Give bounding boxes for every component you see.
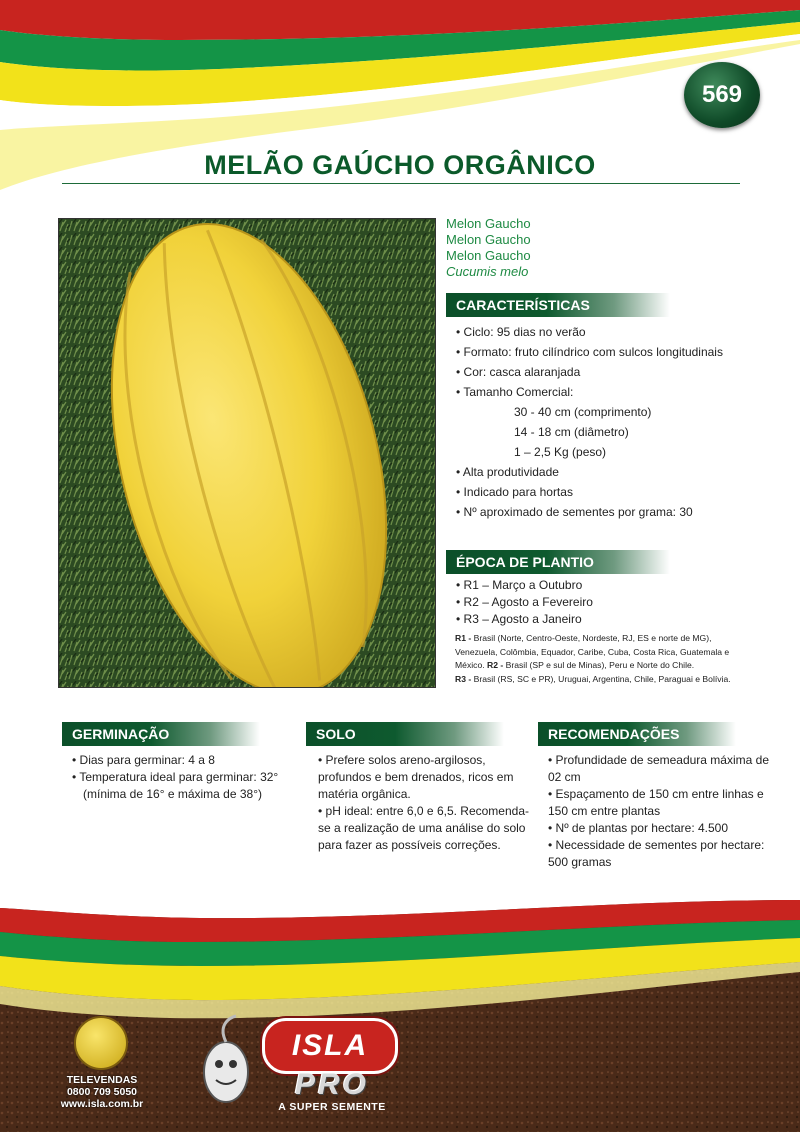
planting-season-list [456,577,776,628]
list-item: • Ciclo: 95 dias no verão [456,325,586,339]
scientific-name: Cucumis melo [446,264,529,279]
region-r3-text: Brasil (RS, SC e PR), Uruguai, Argentina, Chile, Paraguai e Bolívia. [471,673,731,684]
region-r2-label: R2 - [487,660,504,671]
televendas-label: TELEVENDAS [66,1074,138,1086]
list-item: • Nº aproximado de sementes por grama: 30 [456,505,693,519]
melon-illustration [59,219,435,687]
list-item: (mínima de 16° e máxima de 38°) [83,787,263,801]
region-r1-text: Brasil (Norte, Centro-Oeste, Nordeste, RJ, ES e norte de MG), Venezuela, Colômbia, Equador, Caribe, Cuba, Costa Rica, Guatemala e México. [455,633,730,671]
catalog-number-badge [684,62,760,128]
list-item: • Cor: casca alaranjada [456,365,581,379]
soil-paragraph-1: • Prefere solos areno-argilosos, profundos e bem drenados, ricos em matéria orgânica. [318,753,514,801]
website: www.isla.com.br [60,1098,144,1110]
slogan: A SUPER SEMENTE [278,1101,386,1113]
isla-logo-text: ISLA [291,1029,369,1062]
list-item: • Espaçamento de 150 cm entre linhas e 150 cm entre plantas [548,787,764,818]
list-item: 30 - 40 cm (comprimento) [514,405,652,419]
list-item: • Indicado para hortas [456,485,573,499]
soil-paragraph-2: • pH ideal: entre 6,0 e 6,5. Recomenda-se a realização de uma análise do solo para fazer as possíveis correções. [318,804,529,852]
page-title: MELÃO GAÚCHO ORGÂNICO [204,150,596,180]
list-item: • R2 – Agosto a Fevereiro [456,595,593,609]
name-line-2: Melon Gaucho [446,232,531,247]
list-item: • R3 – Agosto a Janeiro [456,612,582,626]
list-item: • Dias para germinar: 4 a 8 [72,753,215,767]
phone-number: 0800 709 5050 [66,1086,138,1098]
region-r3-label: R3 - [455,673,472,684]
list-item: • R1 – Março a Outubro [456,578,583,592]
product-photo [58,218,436,688]
regions-note [455,632,755,686]
region-r2-text: Brasil (SP e sul de Minas), Peru e Norte do Chile. [503,660,695,671]
soil-text [318,752,534,854]
planting-season-header: ÉPOCA DE PLANTIO [446,550,670,574]
list-item: 1 – 2,5 Kg (peso) [514,445,607,459]
mascot-logo-icon [74,1016,128,1070]
catalog-number: 569 [701,81,743,108]
common-names [446,216,531,280]
pro-logo-text: PRO [294,1068,369,1101]
characteristics-header: CARACTERÍSTICAS [446,293,670,317]
list-item: • Temperatura ideal para germinar: 32° [72,770,279,784]
recommendations-header: RECOMENDAÇÕES [538,722,736,746]
soil-header: SOLO [306,722,504,746]
list-item: • Formato: fruto cilíndrico com sulcos longitudinais [456,345,723,359]
list-item: • Necessidade de sementes por hectare: 500 gramas [548,838,765,869]
germination-header: GERMINAÇÃO [62,722,260,746]
isla-logo [262,1018,398,1074]
seed-mascot-icon [198,1012,254,1112]
recommendations-list [548,752,784,871]
contact-info [54,1074,150,1110]
list-item: • Nº de plantas por hectare: 4.500 [548,821,729,835]
germination-list [72,752,292,803]
list-item: • Profundidade de semeadura máxima de 02 cm [548,753,769,784]
region-r1-label: R1 - [455,633,472,643]
name-line-1: Melon Gaucho [446,216,531,231]
list-item: • Tamanho Comercial: [456,385,574,399]
name-line-3: Melon Gaucho [446,248,531,263]
title-divider [62,183,740,184]
list-item: 14 - 18 cm (diâmetro) [514,425,629,439]
list-item: • Alta produtividade [456,465,559,479]
characteristics-list [456,322,776,522]
